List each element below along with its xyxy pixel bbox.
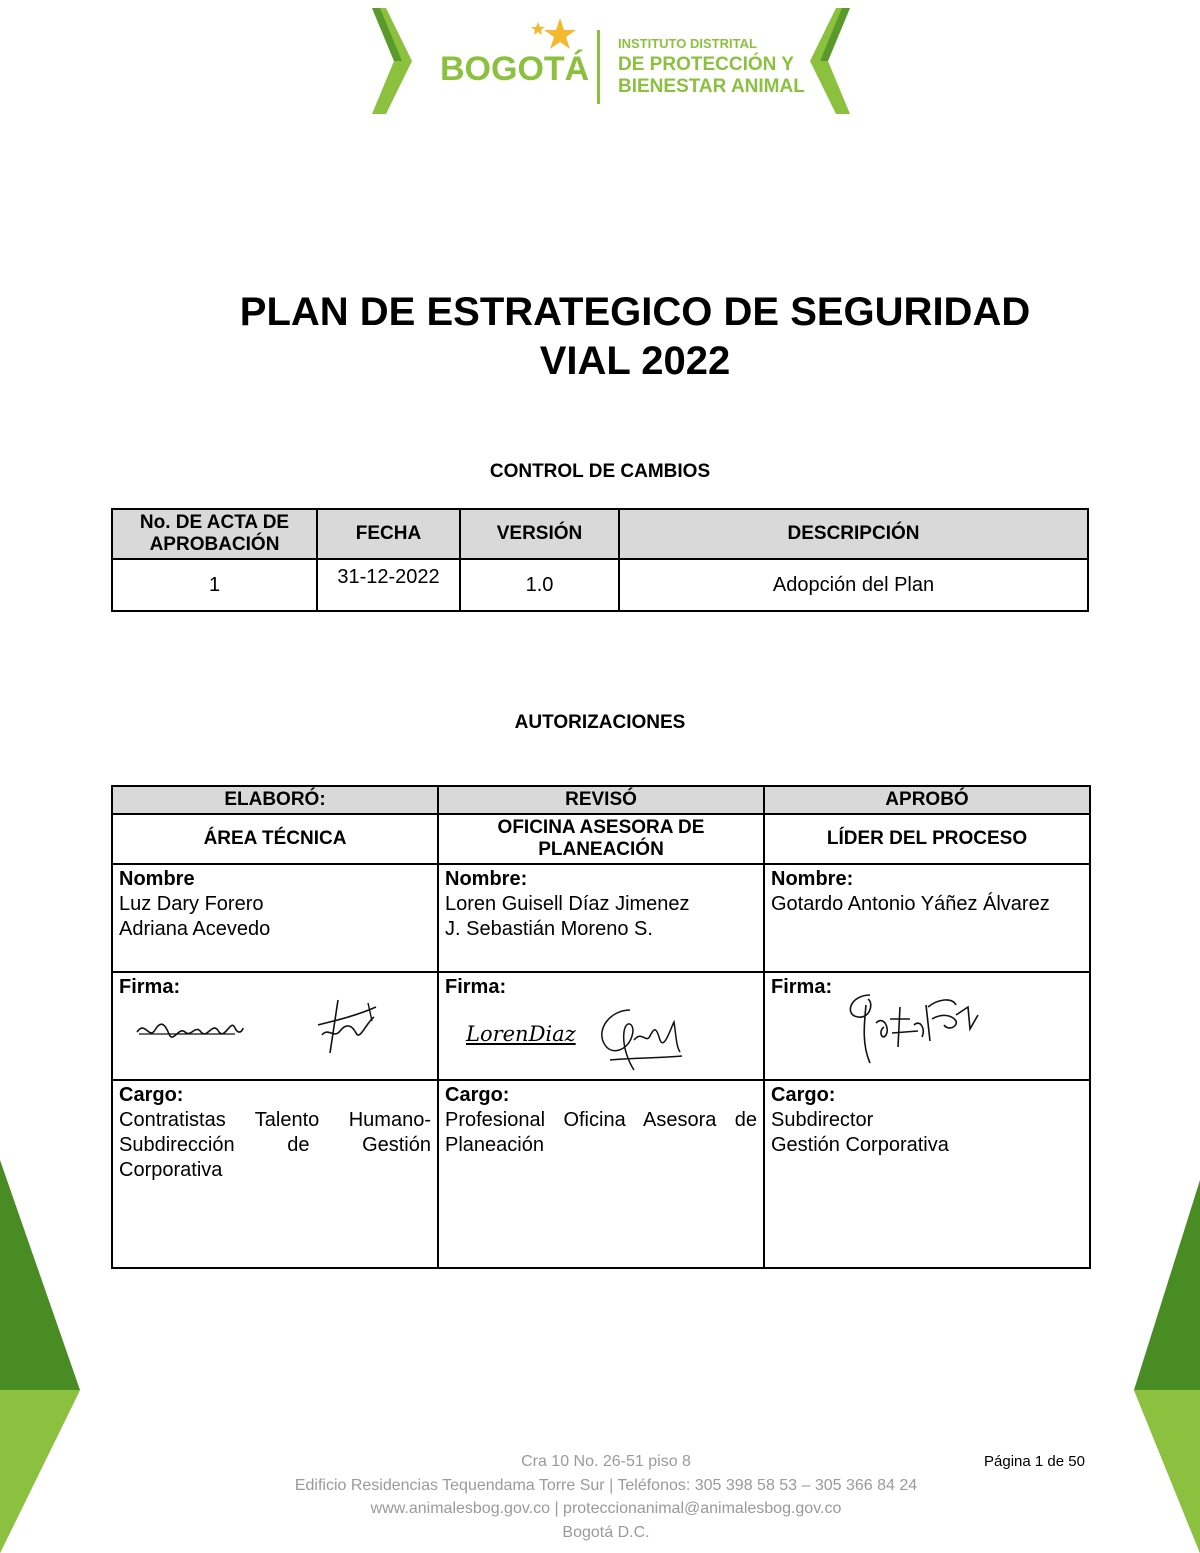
footer-building-phones: Edificio Residencias Tequendama Torre Sur | Teléfonos: 305 398 58 53 – 305 366 84 24 (294, 1477, 918, 1494)
signature-luz-dary (135, 1010, 245, 1050)
header-elaboro: ELABORÓ: (112, 786, 438, 814)
signature-adriana (308, 995, 383, 1060)
table-header-row (112, 509, 1088, 559)
nombre-label: Nombre (119, 868, 195, 890)
table-subheader-row (112, 814, 1090, 864)
nombre-value: Adriana Acevedo (119, 918, 271, 940)
header-acta: No. DE ACTA DE APROBACIÓN (112, 509, 317, 559)
footer-web-email: www.animalesbog.gov.co | proteccionanimal@animalesbog.gov.co (370, 1500, 842, 1517)
nombre-label: Nombre: (445, 868, 528, 890)
logo-city-text: BOGOTÁ (440, 50, 590, 88)
sub-oficina-planeacion: OFICINA ASESORA DE PLANEACIÓN (438, 814, 764, 864)
header-fecha: FECHA (317, 509, 460, 559)
cell-cargo-aprobo (764, 1080, 1090, 1268)
header-descripcion: DESCRIPCIÓN (619, 509, 1088, 559)
cargo-value: Gestión Corporativa (771, 1134, 949, 1156)
nombre-value: Luz Dary Forero (119, 893, 264, 915)
logo-star-icon (530, 16, 578, 56)
control-cambios-title: CONTROL DE CAMBIOS (489, 461, 711, 482)
nombre-label: Nombre: (771, 868, 854, 890)
right-chevron-decoration (810, 8, 850, 114)
cargo-value: Subdirector (771, 1109, 874, 1131)
cell-fecha: 31-12-2022 (317, 559, 460, 611)
cargo-value: Contratistas Talento Humano-Subdirección de Gestión Corporativa (119, 1109, 431, 1181)
footer-address: Cra 10 No. 26-51 piso 8 (521, 1453, 691, 1470)
cell-nombre-reviso (438, 864, 764, 972)
cell-acta: 1 (112, 559, 317, 611)
autorizaciones-title: AUTORIZACIONES (514, 712, 686, 733)
cell-nombre-elaboro (112, 864, 438, 972)
footer-city: Bogotá D.C. (562, 1524, 650, 1541)
header-aprobo: APROBÓ (764, 786, 1090, 814)
nombre-value: J. Sebastián Moreno S. (445, 918, 653, 940)
logo-institute-line3: BIENESTAR ANIMAL (618, 76, 805, 97)
cargo-value: Profesional Oficina Asesora de Planeación (445, 1109, 757, 1156)
cargo-label: Cargo: (445, 1084, 510, 1106)
footer-right-green-decoration (1134, 1180, 1200, 1553)
cargo-label: Cargo: (119, 1084, 184, 1106)
header-version: VERSIÓN (460, 509, 619, 559)
cell-cargo-elaboro (112, 1080, 438, 1268)
document-title-line2: VIAL 2022 (539, 339, 731, 383)
firma-label: Firma: (445, 976, 507, 998)
left-chevron-decoration (372, 8, 412, 114)
logo-separator (597, 30, 600, 104)
signature-sebastian (590, 1000, 685, 1075)
sub-lider-proceso: LÍDER DEL PROCESO (764, 814, 1090, 864)
control-cambios-table (111, 508, 1089, 612)
logo-institute-line1: INSTITUTO DISTRITAL (618, 36, 757, 51)
cell-nombre-aprobo (764, 864, 1090, 972)
cell-version: 1.0 (460, 559, 619, 611)
table-row (112, 559, 1088, 611)
logo-institute-line2: DE PROTECCIÓN Y (618, 54, 794, 75)
firma-label: Firma: (119, 976, 181, 998)
document-title-line1: PLAN DE ESTRATEGICO DE SEGURIDAD (239, 290, 1031, 334)
cell-descripcion: Adopción del Plan (619, 559, 1088, 611)
table-row-cargos (112, 1080, 1090, 1268)
firma-label: Firma: (771, 976, 833, 998)
sub-area-tecnica: ÁREA TÉCNICA (112, 814, 438, 864)
document-title (150, 288, 1120, 386)
header-reviso: REVISÓ (438, 786, 764, 814)
page-number: Página 1 de 50 (984, 1453, 1085, 1470)
table-row-nombres (112, 864, 1090, 972)
cell-cargo-reviso (438, 1080, 764, 1268)
table-header-row (112, 786, 1090, 814)
signature-loren-text: LorenDiaz (466, 1022, 576, 1046)
signature-gotardo (840, 985, 985, 1070)
nombre-value: Gotardo Antonio Yáñez Álvarez (771, 893, 1050, 915)
nombre-value: Loren Guisell Díaz Jimenez (445, 893, 690, 915)
cargo-label: Cargo: (771, 1084, 836, 1106)
